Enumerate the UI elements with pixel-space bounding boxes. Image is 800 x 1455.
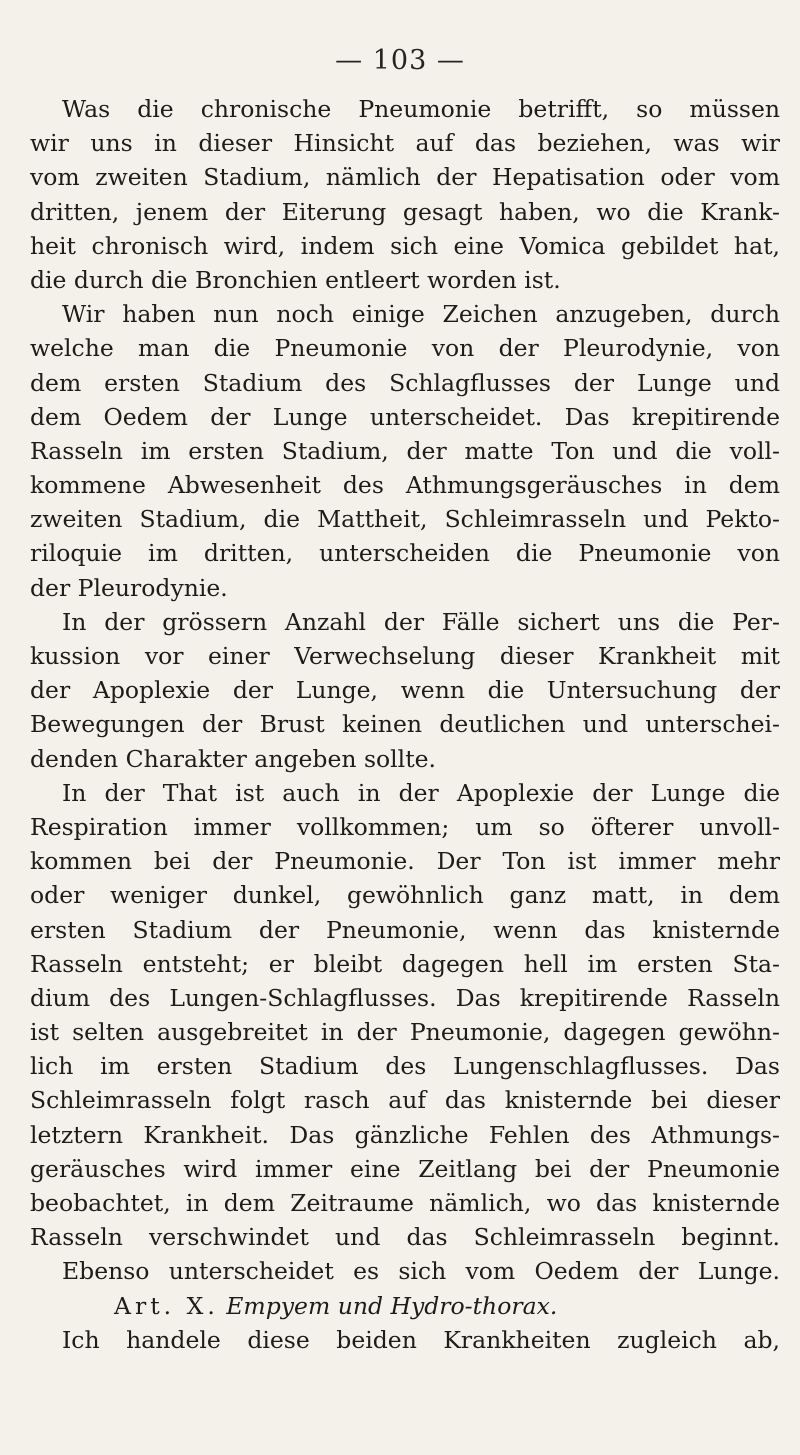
text-line: Rasseln im ersten Stadium, der matte Ton und die voll- xyxy=(30,436,780,465)
text-line: letztern Krankheit. Das gänzliche Fehlen des Athmungs- xyxy=(30,1120,780,1149)
text-line: Was die chronische Pneumonie betrifft, so müssen xyxy=(62,95,780,123)
text-line: oder weniger dunkel, gewöhnlich ganz matt, in dem xyxy=(30,881,780,910)
text-line: der Apoplexie der Lunge, wenn die Untersuchung der xyxy=(30,676,780,705)
section-title: Empyem und Hydro-thorax. xyxy=(226,1291,558,1320)
text-line: Respiration immer vollkommen; um so öfterer unvoll- xyxy=(30,812,780,841)
text-line: lich im ersten Stadium des Lungenschlagflusses. Das xyxy=(30,1052,780,1081)
text-line: denden Charakter angeben sollte. xyxy=(30,744,437,773)
text-line: In der grössern Anzahl der Fälle sichert uns die Per- xyxy=(62,607,780,636)
text-line: kussion vor einer Verwechselung dieser Krankheit mit xyxy=(30,642,780,670)
text-line: die durch die Bronchien entleert worden ist. xyxy=(30,265,561,294)
text-line: Rasseln entsteht; er bleibt dagegen hell im ersten Sta- xyxy=(30,949,780,978)
text-line: Ebenso unterscheidet es sich vom Oedem der Lunge. xyxy=(62,1257,780,1286)
text-line: dritten, jenem der Eiterung gesagt haben, wo die Krank- xyxy=(30,197,780,226)
text-line: vom zweiten Stadium, nämlich der Hepatisation oder vom xyxy=(30,163,780,192)
section-heading xyxy=(30,1289,780,1323)
text-line: dem Oedem der Lunge unterscheidet. Das krepitirende xyxy=(30,402,780,431)
text-line: welche man die Pneumonie von der Pleurodynie, von xyxy=(30,334,780,363)
text-line: geräusches wird immer eine Zeitlang bei der Pneumonie xyxy=(30,1154,780,1183)
text-line: Rasseln verschwindet und das Schleimrasseln beginnt. xyxy=(30,1223,780,1252)
text-line: beobachtet, in dem Zeitraume nämlich, wo das knisternde xyxy=(30,1189,780,1217)
text-line: In der That ist auch in der Apoplexie der Lunge die xyxy=(62,778,780,807)
text-line: Wir haben nun noch einige Zeichen anzugeben, durch xyxy=(62,300,780,329)
text-line: kommene Abwesenheit des Athmungsgeräusches in dem xyxy=(30,471,780,500)
text-line: Ich handele diese beiden Krankheiten zugleich ab, xyxy=(62,1325,780,1354)
text-line: ist selten ausgebreitet in der Pneumonie, dagegen gewöhn- xyxy=(30,1018,780,1047)
text-line: Bewegungen der Brust keinen deutlichen und unterschei- xyxy=(30,710,780,739)
text-line: dium des Lungen-Schlagflusses. Das krepitirende Rasseln xyxy=(30,983,780,1012)
text-line: kommen bei der Pneumonie. Der Ton ist immer mehr xyxy=(30,847,780,876)
text-line: heit chronisch wird, indem sich eine Vomica gebildet hat, xyxy=(30,231,780,260)
body-text xyxy=(30,92,780,1357)
text-line: ersten Stadium der Pneumonie, wenn das knisternde xyxy=(30,915,780,944)
section-label: Art. X. xyxy=(114,1291,219,1320)
text-line: zweiten Stadium, die Mattheit, Schleimrasseln und Pekto- xyxy=(30,505,780,534)
text-line: Schleimrasseln folgt rasch auf das knisternde bei dieser xyxy=(30,1086,780,1115)
text-line: dem ersten Stadium des Schlagflusses der Lunge und xyxy=(30,368,780,397)
page-number: — 103 — xyxy=(335,45,465,76)
text-line: wir uns in dieser Hinsicht auf das beziehen, was wir xyxy=(30,129,780,158)
text-line: riloquie im dritten, unterscheiden die Pneumonie von xyxy=(30,539,780,568)
text-line: der Pleurodynie. xyxy=(30,573,228,602)
